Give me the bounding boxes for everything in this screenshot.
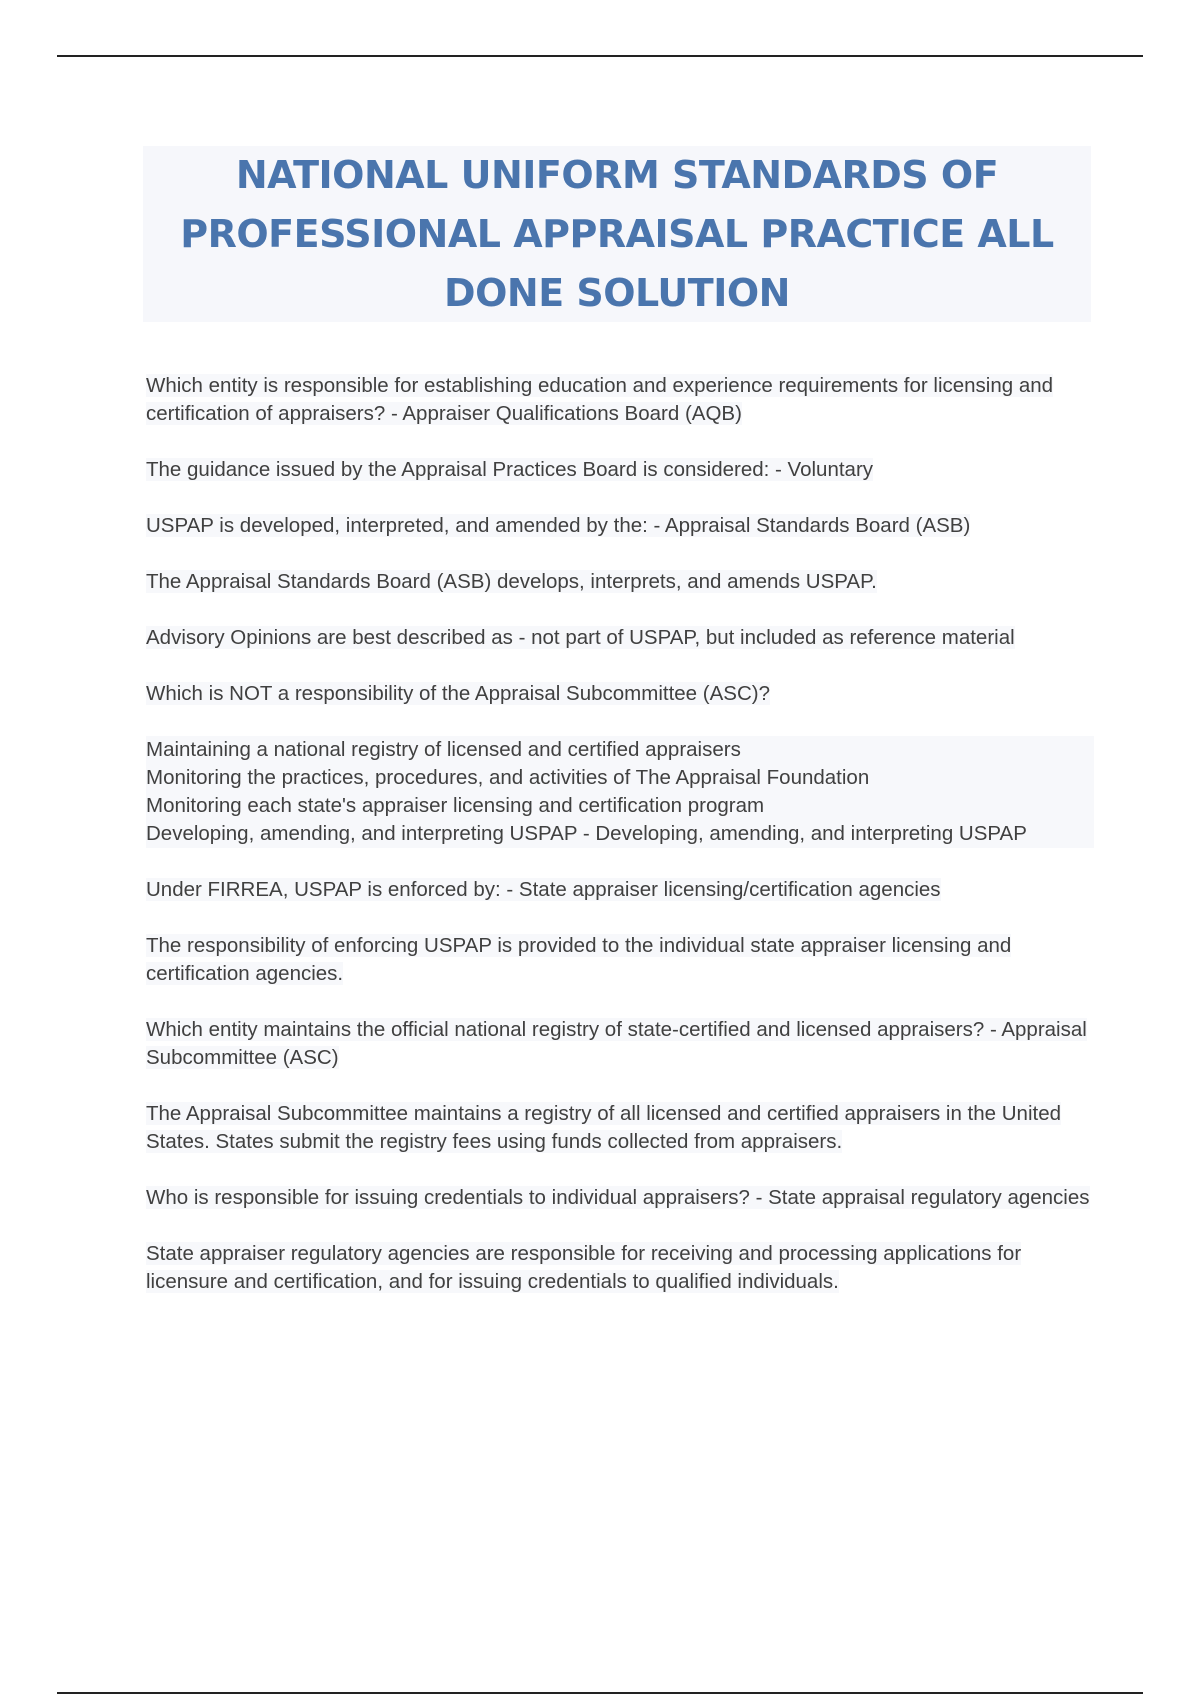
qa-paragraph (146, 456, 1094, 484)
option-item: Maintaining a national registry of licensed and certified appraisers (146, 736, 1094, 764)
qa-text: The responsibility of enforcing USPAP is provided to the individual state appraiser licensing and certification agencies. (146, 934, 1012, 985)
top-rule (57, 55, 1143, 57)
qa-text: Which is NOT a responsibility of the Appraisal Subcommittee (ASC)? (146, 682, 770, 705)
document-body (146, 372, 1094, 1324)
options-list (146, 736, 1094, 848)
qa-text: The guidance issued by the Appraisal Practices Board is considered: - Voluntary (146, 458, 874, 481)
qa-paragraph (146, 1016, 1094, 1072)
qa-text: Under FIRREA, USPAP is enforced by: - State appraiser licensing/certification agencies (146, 878, 941, 901)
qa-text: The Appraisal Standards Board (ASB) develops, interprets, and amends USPAP. (146, 570, 877, 593)
option-item: Developing, amending, and interpreting USPAP - Developing, amending, and interpreting USPAP (146, 820, 1094, 848)
qa-text: State appraiser regulatory agencies are responsible for receiving and processing applications for licensure and certification, and for issuing credentials to qualified individuals. (146, 1242, 1022, 1293)
qa-paragraph (146, 876, 1094, 904)
title-banner (143, 146, 1091, 322)
bottom-rule (57, 1692, 1143, 1694)
document-title: NATIONAL UNIFORM STANDARDS OF PROFESSIONAL APPRAISAL PRACTICE ALL DONE SOLUTION (180, 152, 1054, 315)
qa-paragraph (146, 932, 1094, 988)
qa-paragraph (146, 1240, 1094, 1296)
qa-paragraph (146, 1100, 1094, 1156)
qa-text: Advisory Opinions are best described as - not part of USPAP, but included as reference material (146, 626, 1015, 649)
option-item: Monitoring the practices, procedures, and activities of The Appraisal Foundation (146, 764, 1094, 792)
option-item: Monitoring each state's appraiser licensing and certification program (146, 792, 1094, 820)
qa-paragraph (146, 1184, 1094, 1212)
qa-paragraph (146, 624, 1094, 652)
qa-text: Which entity maintains the official national registry of state-certified and licensed appraisers? - Appraisal Subcommittee (ASC) (146, 1018, 1087, 1069)
qa-text: The Appraisal Subcommittee maintains a registry of all licensed and certified appraisers in the United States. States submit the registry fees using funds collected from appraisers. (146, 1102, 1061, 1153)
qa-text: Who is responsible for issuing credentials to individual appraisers? - State appraisal regulatory agencies (146, 1186, 1090, 1209)
qa-paragraph (146, 372, 1094, 428)
qa-paragraph (146, 680, 1094, 708)
qa-text: Which entity is responsible for establishing education and experience requirements for licensing and certification of appraisers? - Appraiser Qualifications Board (AQB) (146, 374, 1054, 425)
qa-text: USPAP is developed, interpreted, and amended by the: - Appraisal Standards Board (ASB) (146, 514, 971, 537)
qa-paragraph (146, 512, 1094, 540)
qa-paragraph (146, 568, 1094, 596)
